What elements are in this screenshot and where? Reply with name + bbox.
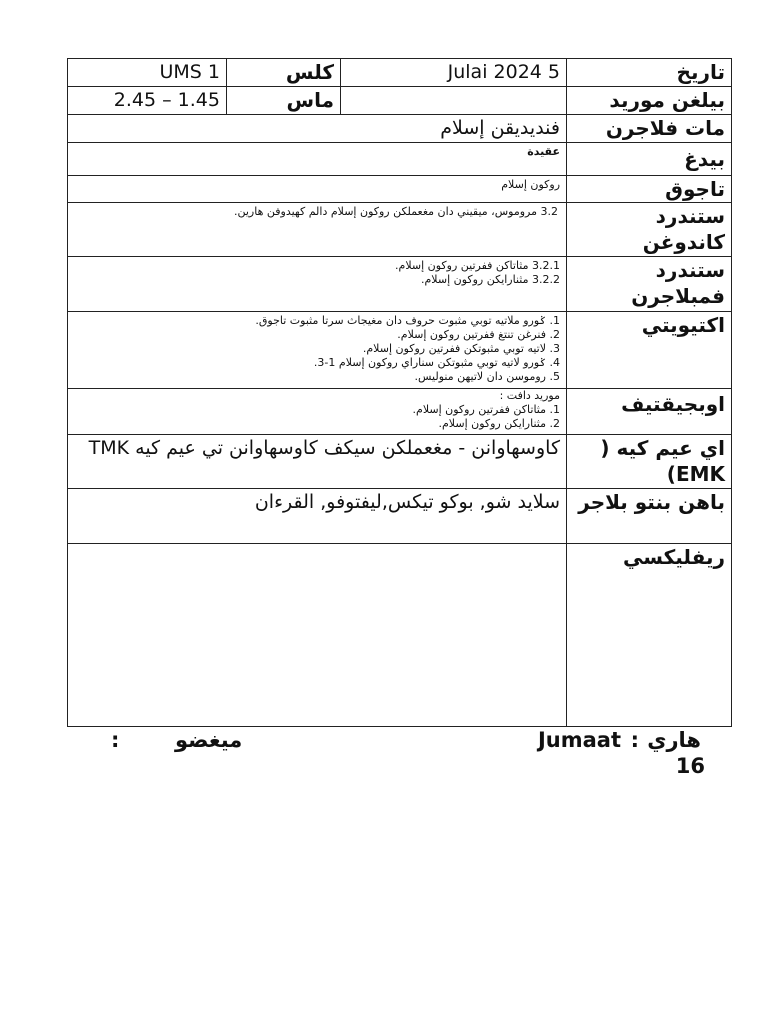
objective-item: 1. مثاتاكن ففرتين روكون إسلام. xyxy=(412,403,560,416)
field-value: عقيدة xyxy=(68,143,567,176)
activity-item: 3. لاتيه توبي مثبوتكن ففرتين روكون إسلام. xyxy=(362,342,560,355)
reflection-value xyxy=(68,544,567,727)
lesson-plan-table xyxy=(67,58,732,727)
subject-label: مات فلاجرن xyxy=(567,115,732,143)
date-value: Julai 2024 5 xyxy=(341,59,567,87)
materials-label: باهن بنتو بلاجر xyxy=(567,489,732,544)
learning-standard-item: 3.2.2 مثنارايكن روكون إسلام. xyxy=(420,273,560,286)
topic-label: تاجوق xyxy=(567,176,732,203)
week-label: ميغضو xyxy=(175,728,243,752)
day-colon: : xyxy=(630,728,639,752)
objectives-label: اوبجيقتيف xyxy=(567,389,732,435)
objectives-list xyxy=(68,389,567,435)
activity-item: 4. ݢورو لاتيه توبي مثبوتكن سناراي روكون إسلام 1-3. xyxy=(313,356,560,369)
activity-item: 1. ݢورو ملاتيه توبي مثبوت حروف دان مغيجاث سرتا مثبوت تاجوق. xyxy=(255,314,560,327)
activity-item: 2. فنرغن تنتغ ففرتين روكون إسلام. xyxy=(397,328,560,341)
reflection-label: ريفليكسي xyxy=(567,544,732,727)
class-value: UMS 1 xyxy=(68,59,227,87)
students-value xyxy=(341,87,567,115)
row-field xyxy=(68,143,732,176)
week-colon: : xyxy=(111,728,120,752)
date-label: تاريخ xyxy=(567,59,732,87)
row-subject xyxy=(68,115,732,143)
topic-value: روكون إسلام xyxy=(68,176,567,203)
row-reflection xyxy=(68,544,732,727)
row-activities xyxy=(68,312,732,389)
activities-label: اكتيويتي xyxy=(567,312,732,389)
time-value: 2.45 – 1.45 xyxy=(68,87,227,115)
day-label: هاري xyxy=(647,728,701,752)
class-label: كلس xyxy=(227,59,341,87)
emk-label: اي عيم كيه ( EMK) xyxy=(567,435,732,489)
activities-list xyxy=(68,312,567,389)
content-standard-label: ستندرد كاندوغن xyxy=(567,203,732,257)
row-content-standard xyxy=(68,203,732,257)
objective-item: 2. مثنارايكن روكون إسلام. xyxy=(438,417,560,430)
row-date-class xyxy=(68,59,732,87)
field-label: بيدغ xyxy=(567,143,732,176)
row-materials xyxy=(68,489,732,544)
row-topic xyxy=(68,176,732,203)
day-number: 16 xyxy=(675,754,705,778)
content-standard-value: 3.2 مروموس، ميقيني دان مغعملكن روكون إسلام دالم كهيدوفن هارين. xyxy=(68,203,567,257)
learning-standard-item: 3.2.1 مثاتاكن ففرتين روكون إسلام. xyxy=(395,259,560,272)
materials-value: سلايد شو, بوكو تيكس,ليفتوفو, القرءان xyxy=(68,489,567,544)
row-emk xyxy=(68,435,732,489)
time-label: ماس xyxy=(227,87,341,115)
learning-standard-list xyxy=(68,257,567,312)
activity-item: 5. روموسن دان لاتيهن منوليس. xyxy=(414,370,560,383)
row-objectives xyxy=(68,389,732,435)
subject-value: فنديديقن إسلام xyxy=(68,115,567,143)
emk-value: كاوسهاوانن - مغعملكن سيكف كاوسهاوانن تي عيم كيه TMK xyxy=(68,435,567,489)
row-learning-standard xyxy=(68,257,732,312)
footer xyxy=(67,728,731,788)
objectives-intro: موريد دافت : xyxy=(499,389,560,402)
learning-standard-label: ستندرد فمبلاجرن xyxy=(567,257,732,312)
day-value: Jumaat xyxy=(537,728,621,752)
students-label: بيلغن موريد xyxy=(567,87,732,115)
row-students-time xyxy=(68,87,732,115)
